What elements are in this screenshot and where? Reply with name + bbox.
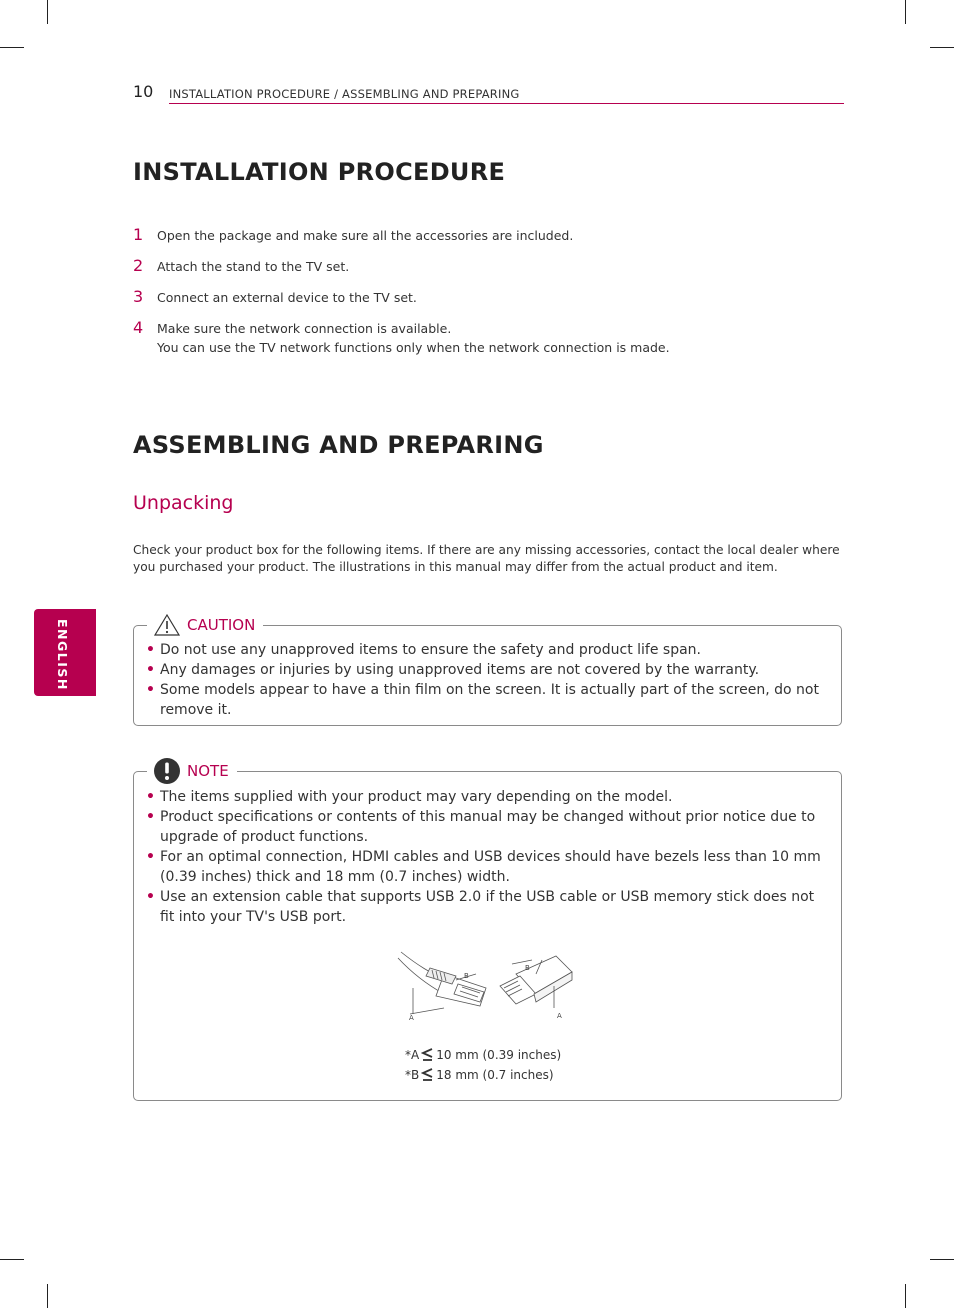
step-item bbox=[133, 319, 853, 357]
measurement-value: 10 mm (0.39 inches) bbox=[436, 1048, 562, 1062]
bullet-text: For an optimal connection, HDMI cables and USB devices should have bezels less than 10 mm (0.39 inches) thick and 18 mm (0.7 inches) width. bbox=[160, 849, 821, 885]
running-header: INSTALLATION PROCEDURE / ASSEMBLING AND PREPARING bbox=[169, 87, 520, 101]
caution-label: CAUTION bbox=[187, 616, 256, 634]
connector-illustration bbox=[396, 944, 576, 1029]
step-number: 2 bbox=[133, 256, 144, 275]
figure-label-a: A bbox=[557, 1012, 562, 1020]
bullet-icon: • bbox=[146, 789, 155, 805]
warning-triangle-icon bbox=[153, 613, 181, 637]
bullet-icon: • bbox=[146, 849, 155, 865]
list-item bbox=[144, 680, 829, 720]
caution-box bbox=[133, 616, 842, 726]
step-text: Attach the stand to the TV set. bbox=[157, 259, 350, 274]
bullet-icon: • bbox=[146, 889, 155, 905]
installation-title: INSTALLATION PROCEDURE bbox=[133, 158, 506, 186]
measurement-b bbox=[405, 1068, 554, 1082]
measurement-prefix: *A bbox=[405, 1048, 420, 1062]
bullet-icon: • bbox=[146, 682, 155, 698]
figure-label-a: A bbox=[409, 1014, 414, 1022]
step-text: Connect an external device to the TV set. bbox=[157, 290, 417, 305]
crop-mark bbox=[905, 0, 906, 24]
list-item bbox=[144, 807, 829, 847]
figure-label-b: B bbox=[525, 964, 530, 972]
usb-stick-drawing bbox=[500, 956, 572, 1008]
step-text: You can use the TV network functions only when the network connection is made. bbox=[157, 340, 670, 355]
header-rule bbox=[169, 103, 844, 104]
bullet-text: The items supplied with your product may vary depending on the model. bbox=[160, 789, 673, 805]
crop-mark bbox=[47, 0, 48, 24]
measurement-prefix: *B bbox=[405, 1068, 420, 1082]
figure-label-b: B bbox=[464, 972, 469, 980]
step-item bbox=[133, 226, 853, 245]
less-equal-icon bbox=[421, 1068, 434, 1082]
bullet-text: Use an extension cable that supports USB 2.0 if the USB cable or USB memory stick does not fit into your TV's USB port. bbox=[160, 889, 815, 925]
language-tab-label: ENGLISH bbox=[55, 619, 70, 691]
exclamation-circle-icon bbox=[153, 757, 181, 785]
step-text: Make sure the network connection is available. bbox=[157, 321, 452, 336]
unpacking-subtitle: Unpacking bbox=[133, 492, 234, 514]
list-item bbox=[144, 847, 829, 887]
note-header bbox=[147, 757, 237, 785]
bullet-icon: • bbox=[146, 662, 155, 678]
note-label: NOTE bbox=[187, 762, 229, 780]
bullet-text: Product specifications or contents of this manual may be changed without prior notice due to upgrade of product functions. bbox=[160, 809, 816, 845]
list-item bbox=[144, 787, 829, 807]
caution-header bbox=[147, 613, 263, 637]
assembly-title: ASSEMBLING AND PREPARING bbox=[133, 431, 544, 459]
bullet-text: Some models appear to have a thin film on the screen. It is actually part of the screen, do not remove it. bbox=[160, 682, 819, 718]
note-box bbox=[133, 762, 842, 1101]
crop-mark bbox=[0, 1259, 24, 1260]
less-equal-icon bbox=[421, 1048, 434, 1062]
list-item bbox=[144, 887, 829, 927]
bullet-text: Any damages or injuries by using unapproved items are not covered by the warranty. bbox=[160, 662, 760, 678]
note-list bbox=[144, 787, 829, 927]
measurement-value: 18 mm (0.7 inches) bbox=[436, 1068, 554, 1082]
crop-mark bbox=[0, 47, 24, 48]
page-number: 10 bbox=[133, 82, 154, 101]
measurement-a bbox=[405, 1048, 561, 1062]
list-item bbox=[144, 640, 829, 660]
crop-mark bbox=[930, 1259, 954, 1260]
step-text: Open the package and make sure all the accessories are included. bbox=[157, 228, 574, 243]
step-number: 3 bbox=[133, 287, 144, 306]
hdmi-cable-drawing bbox=[398, 952, 486, 1014]
crop-mark bbox=[47, 1284, 48, 1308]
step-item bbox=[133, 257, 853, 276]
installation-steps bbox=[133, 226, 853, 369]
bullet-icon: • bbox=[146, 809, 155, 825]
bullet-icon: • bbox=[146, 642, 155, 658]
list-item bbox=[144, 660, 829, 680]
step-number: 1 bbox=[133, 225, 144, 244]
unpacking-intro: Check your product box for the following items. If there are any missing accessories, contact the local dealer where you purchased your product. The illustrations in this manual may differ from the actual product and item. bbox=[133, 543, 840, 574]
crop-mark bbox=[930, 47, 954, 48]
crop-mark bbox=[905, 1284, 906, 1308]
step-item bbox=[133, 288, 853, 307]
bullet-text: Do not use any unapproved items to ensure the safety and product life span. bbox=[160, 642, 701, 658]
step-number: 4 bbox=[133, 318, 144, 337]
caution-list bbox=[144, 640, 829, 720]
